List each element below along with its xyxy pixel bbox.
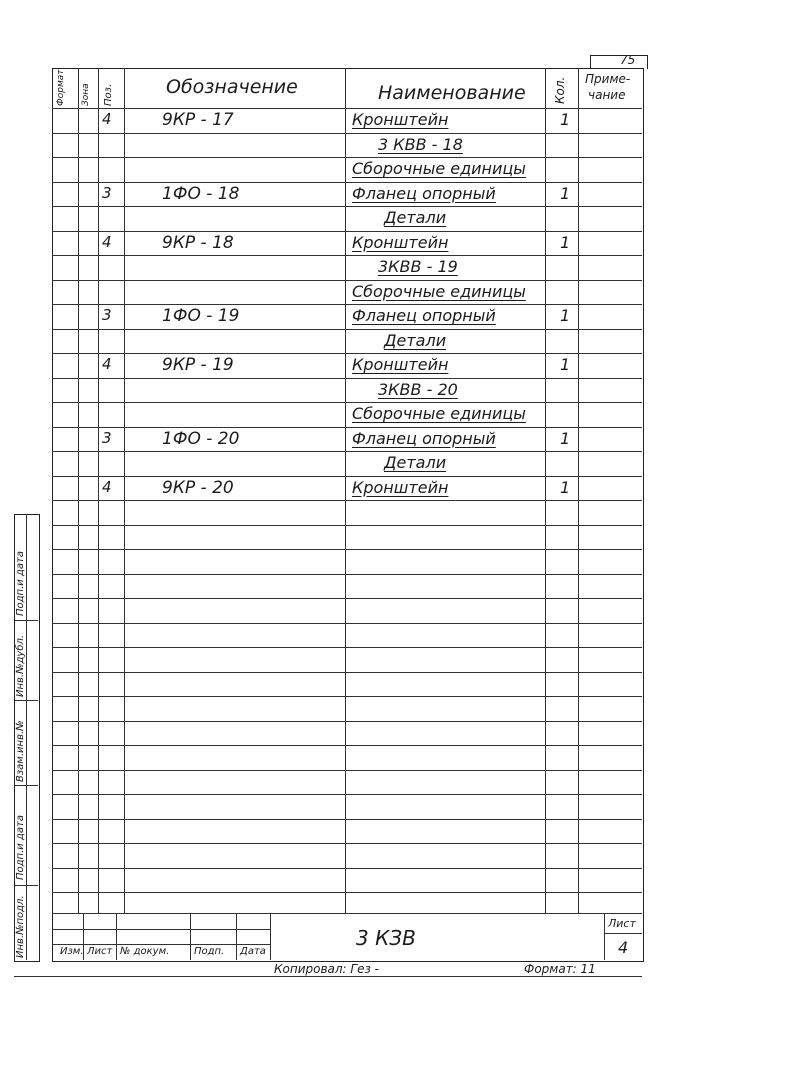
col-line [124, 68, 125, 913]
footer-copied: Копировал: Гез - [274, 962, 380, 976]
col-line [345, 68, 346, 913]
row-qty: 1 [560, 110, 571, 129]
sheet-number-box [590, 55, 648, 69]
row-line [52, 402, 642, 403]
side-label-inv-dubl: Инв.№дубл. [15, 634, 26, 697]
row-name: Детали [384, 330, 447, 350]
row-name: 3КВВ - 19 [378, 257, 458, 276]
row-name: 3КВВ - 20 [378, 379, 458, 399]
row-name: Детали [384, 208, 447, 227]
tb-sheet-label: Лист [608, 917, 636, 930]
col-line [98, 68, 99, 913]
row-line [52, 182, 642, 183]
row-name: Фланец опорный [352, 183, 496, 203]
row-designation: 9КР - 18 [162, 232, 234, 253]
row-line [52, 770, 642, 771]
row-line [52, 500, 642, 501]
row-name: Сборочные единицы [352, 159, 526, 178]
row-line [52, 598, 642, 599]
tb-date: Дата [240, 946, 266, 957]
row-line [52, 451, 642, 452]
row-pos: 4 [102, 355, 112, 373]
side-label-podp-data-2: Подп.и дата [15, 551, 26, 616]
row-qty: 1 [560, 306, 571, 325]
title-block-col [236, 913, 237, 960]
footer-line [14, 976, 642, 977]
row-line [52, 231, 642, 232]
row-qty: 1 [560, 183, 571, 203]
doc-code: 3 КЗВ [356, 926, 416, 950]
row-name: Сборочные единицы [352, 281, 526, 301]
tb-sheet-value: 4 [618, 938, 629, 957]
title-block-line [52, 929, 270, 930]
row-name: Кронштейн [352, 110, 449, 129]
side-label-podp-data-1: Подп.и дата [15, 815, 26, 880]
row-line [52, 476, 642, 477]
col-line [578, 68, 579, 913]
row-line [52, 672, 642, 673]
row-designation: 1ФО - 19 [162, 306, 240, 326]
row-line [52, 280, 642, 281]
row-name: Кронштейн [352, 232, 449, 252]
side-label-vzam-inv: Взам.инв.№ [15, 720, 26, 782]
outer-frame [52, 68, 644, 962]
side-stamp-line [14, 885, 38, 886]
row-line [52, 843, 642, 844]
title-block-line [52, 944, 270, 945]
row-line [52, 427, 642, 428]
row-line [52, 794, 642, 795]
row-line [52, 255, 642, 256]
title-block-col [116, 913, 117, 960]
footer-format: Формат: 11 [524, 962, 596, 976]
row-line [52, 549, 642, 550]
row-line [52, 157, 642, 158]
row-designation: 1ФО - 18 [162, 183, 240, 204]
header-note-1: Приме- [585, 72, 631, 86]
header-pos: Поз. [103, 83, 114, 106]
header-note-2: чание [588, 88, 626, 102]
row-pos: 4 [102, 110, 112, 128]
header-format: Формат [56, 69, 66, 106]
row-name: Кронштейн [352, 477, 449, 497]
side-stamp-line [14, 785, 38, 786]
row-line [52, 206, 642, 207]
row-name: Детали [384, 453, 447, 472]
row-line [52, 868, 642, 869]
side-label-inv-podl: Инв.№подл. [15, 895, 26, 958]
row-line [52, 647, 642, 648]
row-line [52, 378, 642, 379]
row-pos: 3 [102, 306, 112, 324]
tb-list: Лист [87, 946, 113, 957]
header-qty: Кол. [553, 76, 567, 104]
header-divider [52, 108, 642, 109]
row-designation: 9КР - 19 [162, 355, 234, 375]
row-name: Кронштейн [352, 355, 449, 374]
header-name: Наименование [378, 82, 526, 104]
row-qty: 1 [560, 477, 571, 497]
row-line [52, 721, 642, 722]
row-name: Фланец опорный [352, 428, 496, 448]
row-line [52, 133, 642, 134]
side-stamp-line [14, 700, 38, 701]
tb-doc-no: № докум. [120, 946, 170, 957]
side-stamp-divider [26, 514, 27, 960]
header-zone: Зона [81, 83, 91, 106]
title-block-line [604, 933, 642, 934]
row-line [52, 696, 642, 697]
tb-sign: Подп. [194, 946, 225, 957]
row-designation: 9КР - 20 [162, 477, 234, 498]
row-qty: 1 [560, 232, 571, 252]
title-block-col [604, 913, 605, 960]
title-block-top [52, 913, 642, 914]
row-pos: 4 [102, 232, 112, 251]
row-line [52, 304, 642, 305]
side-stamp-line [14, 620, 38, 621]
col-line [545, 68, 546, 913]
row-pos: 3 [102, 183, 112, 202]
row-qty: 1 [560, 355, 571, 374]
row-line [52, 623, 642, 624]
row-designation: 9КР - 17 [162, 110, 234, 130]
row-line [52, 574, 642, 575]
row-name: 3 КВВ - 18 [378, 134, 463, 154]
title-block-col [190, 913, 191, 960]
row-line [52, 353, 642, 354]
col-line [78, 68, 79, 913]
row-qty: 1 [560, 428, 571, 448]
row-line [52, 525, 642, 526]
row-name: Фланец опорный [352, 306, 496, 325]
row-line [52, 329, 642, 330]
row-pos: 3 [102, 428, 112, 447]
title-block-col [270, 913, 271, 960]
sheet-number: 75 [620, 53, 636, 67]
row-line [52, 745, 642, 746]
row-designation: 1ФО - 20 [162, 428, 240, 449]
row-pos: 4 [102, 477, 112, 496]
row-line [52, 819, 642, 820]
header-designation: Обозначение [166, 76, 298, 98]
row-line [52, 892, 642, 893]
tb-izm: Изм. [60, 946, 84, 957]
row-name: Сборочные единицы [352, 404, 526, 423]
